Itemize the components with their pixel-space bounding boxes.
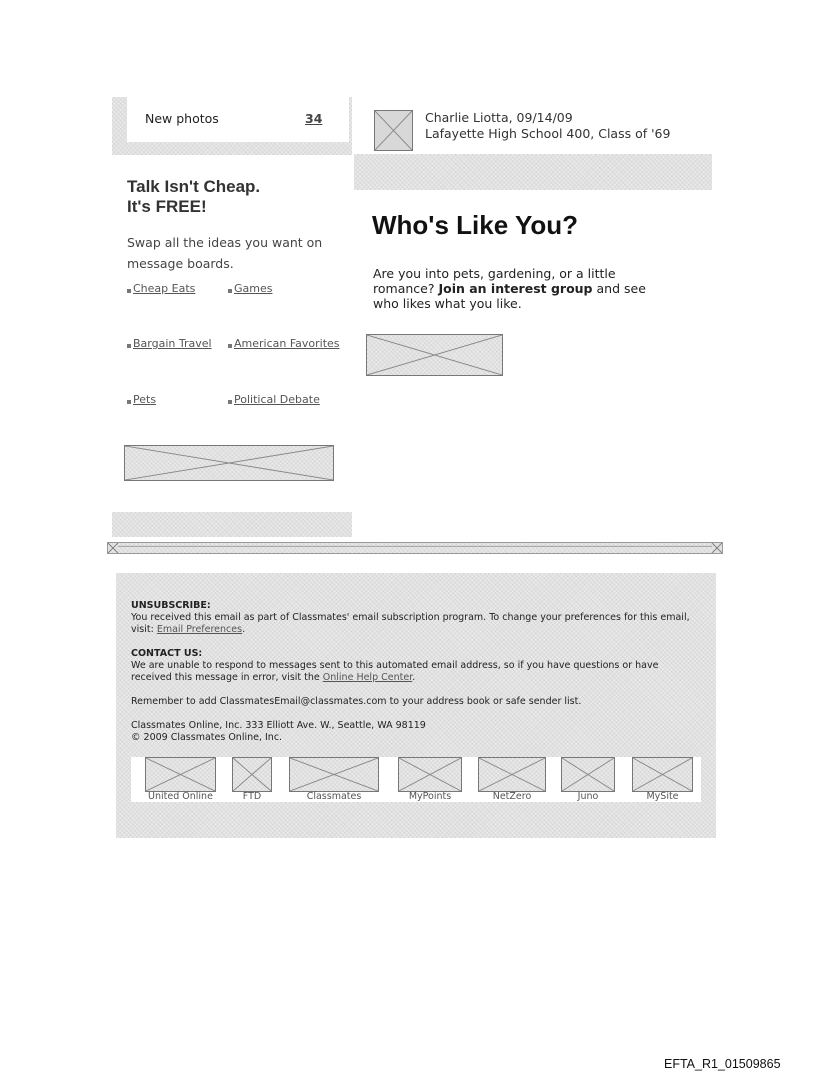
topic-link-cheap-eats[interactable] [127, 282, 195, 295]
left-column-bottom-band [112, 512, 352, 537]
new-photos-count[interactable]: 34 [305, 111, 323, 126]
topic-link-label: American Favorites [234, 337, 340, 350]
topic-link-pets[interactable] [127, 393, 156, 406]
topic-link-label: Pets [133, 393, 157, 406]
talk-heading-line1: Talk Isn't Cheap. [127, 177, 261, 196]
bullet-icon [127, 400, 131, 404]
unsubscribe-text: You received this email as part of Classmates' email subscription program. To change your preferences for this email, visit: [131, 612, 690, 635]
logo-ftd[interactable] [232, 757, 272, 792]
section-divider-bar [107, 542, 723, 554]
online-help-center-link[interactable]: Online Help Center [322, 672, 413, 683]
logo-label-netzero: NetZero [492, 791, 532, 802]
logo-juno[interactable] [561, 757, 615, 792]
copyright: © 2009 Classmates Online, Inc. [131, 732, 283, 743]
topic-link-label: Political Debate [234, 393, 320, 406]
logo-united-online[interactable] [145, 757, 216, 792]
bullet-icon [228, 289, 232, 293]
interest-text-after: and see who likes what you like. [373, 281, 646, 311]
logo-mypoints[interactable] [398, 757, 462, 792]
bullet-icon [228, 400, 232, 404]
interest-group-link[interactable]: Join an interest group [438, 281, 593, 296]
bullet-icon [127, 289, 131, 293]
email-preferences-link[interactable]: Email Preferences [156, 624, 243, 635]
talk-body: Swap all the ideas you want on message boards. [127, 235, 323, 271]
topic-link-political-debate[interactable] [228, 393, 320, 406]
topic-link-games[interactable] [228, 282, 272, 295]
safe-sender-note: Remember to add ClassmatesEmail@classmates.com to your address book or safe sender list. [131, 696, 582, 707]
interest-text [373, 266, 663, 311]
logo-label-mypoints: MyPoints [408, 791, 452, 802]
document-id: EFTA_R1_01509865 [664, 1057, 781, 1071]
contact-paragraph: We are unable to respond to messages sent to this automated email address, so if you have questions or have received this message in error, visit the Online Help Center. [131, 660, 659, 683]
profile-name-date[interactable]: Charlie Liotta, 09/14/09 [425, 110, 573, 125]
logo-netzero[interactable] [478, 757, 546, 792]
contact-heading: CONTACT US: [131, 648, 203, 659]
profile-divider-band [354, 154, 712, 190]
topic-link-label: Bargain Travel [133, 337, 212, 350]
profile-photo-placeholder[interactable] [374, 110, 413, 151]
footer-content [131, 600, 701, 744]
message-boards-button-placeholder[interactable] [124, 445, 334, 481]
logo-mysite[interactable] [632, 757, 693, 792]
logo-label-ftd: FTD [242, 791, 262, 802]
logo-classmates[interactable] [289, 757, 379, 792]
talk-heading-line2: It's FREE! [127, 197, 207, 216]
bullet-icon [127, 344, 131, 348]
logo-label-classmates: Classmates [306, 791, 362, 802]
unsubscribe-heading: UNSUBSCRIBE: [131, 600, 211, 611]
new-photos-label: New photos [145, 111, 219, 126]
profile-school: Lafayette High School 400, Class of '69 [425, 126, 671, 141]
logo-label-juno: Juno [577, 791, 599, 802]
contact-text: We are unable to respond to messages sent to this automated email address, so if you have questions or have received this message in error, visit the [131, 660, 659, 683]
topic-link-label: Cheap Eats [133, 282, 196, 295]
bullet-icon [228, 344, 232, 348]
topic-link-bargain-travel[interactable] [127, 337, 212, 350]
logo-label-mysite: MySite [646, 791, 679, 802]
interest-heading: Who's Like You? [372, 210, 579, 240]
interest-group-button-placeholder[interactable] [366, 334, 503, 376]
company-address: Classmates Online, Inc. 333 Elliott Ave. W., Seattle, WA 98119 [131, 720, 426, 731]
topic-link-label: Games [234, 282, 273, 295]
unsubscribe-paragraph: You received this email as part of Classmates' email subscription program. To change your preferences for this email, visit: Email Preferences. [131, 612, 690, 635]
topic-link-american-favorites[interactable] [228, 337, 340, 350]
interest-text-before: Are you into pets, gardening, or a little romance? [373, 266, 616, 296]
logo-label-united-online: United Online [148, 791, 213, 802]
